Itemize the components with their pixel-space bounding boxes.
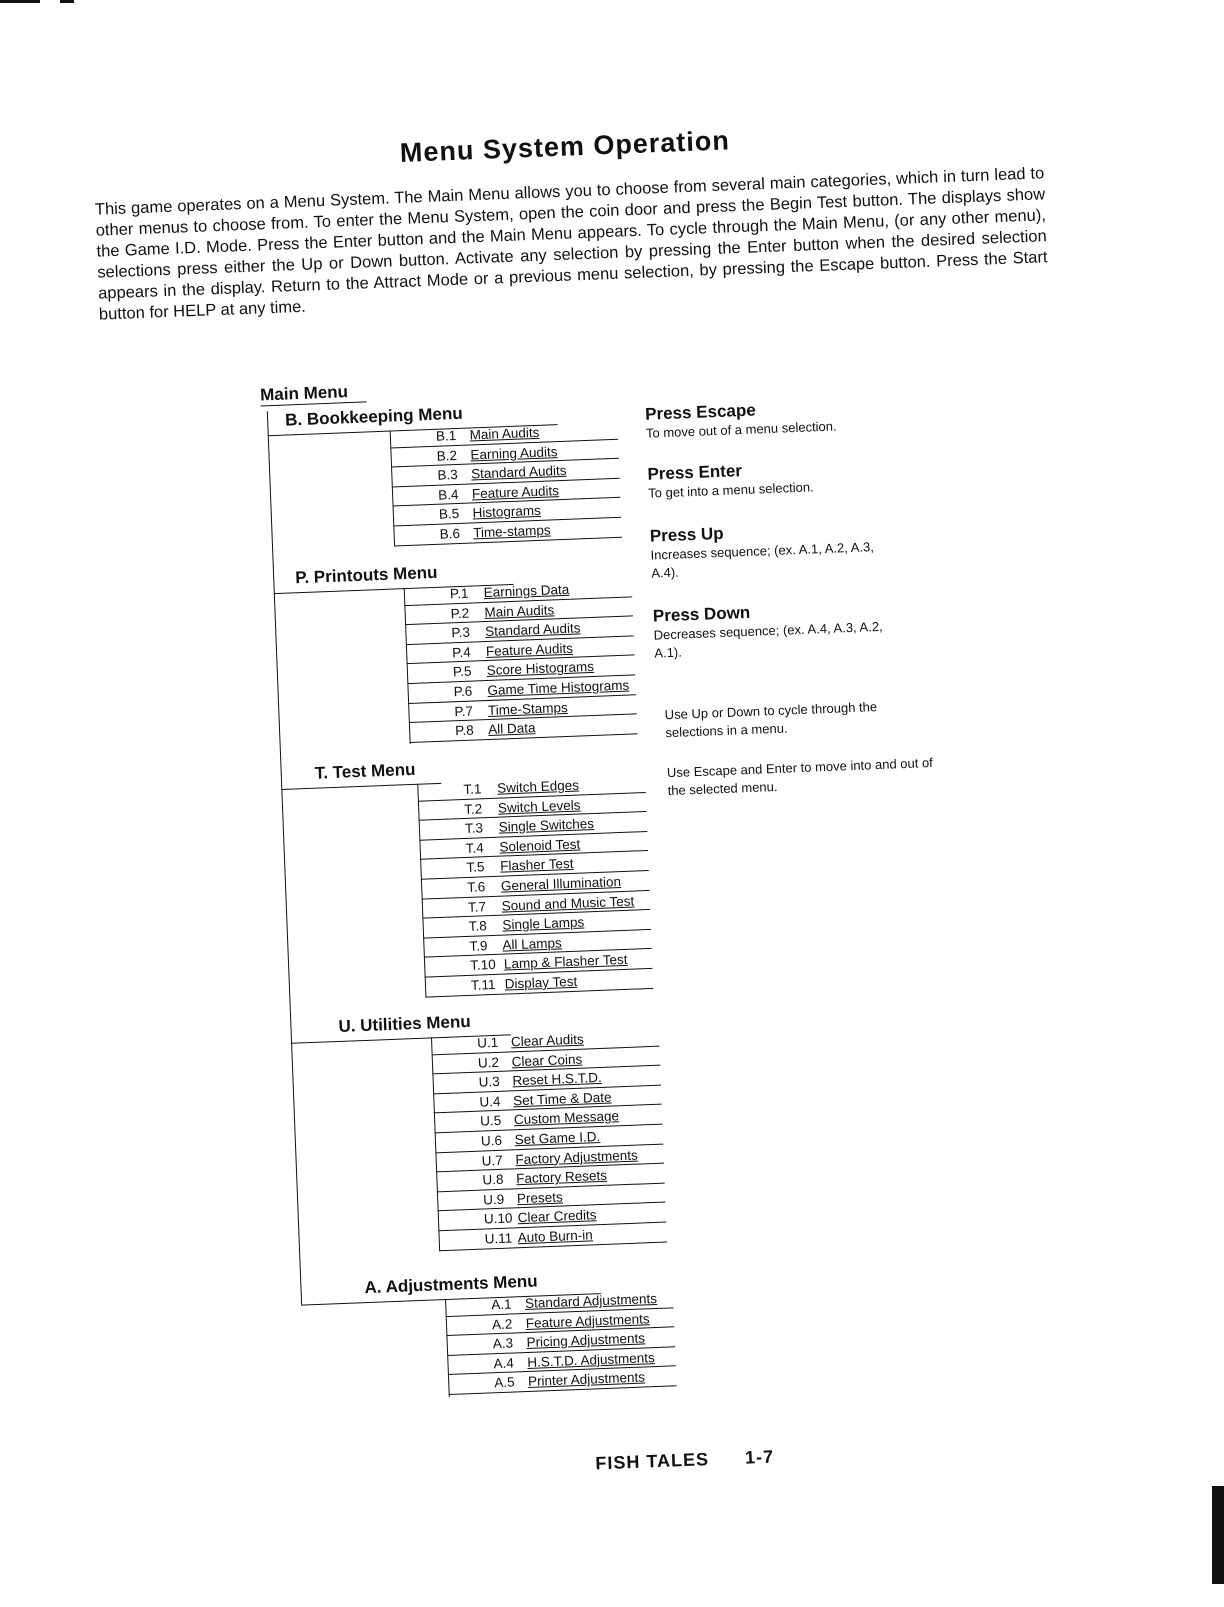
menu-item: T.3 Single Switches bbox=[419, 812, 648, 840]
help-text: Decreases sequence; (ex. A.4, A.3, A.2, A.1). bbox=[653, 618, 883, 661]
menu-item: B.3 Standard Audits bbox=[391, 459, 620, 487]
menu-item: P.2 Main Audits bbox=[404, 597, 633, 625]
menu-heading-printouts: P. Printouts Menu bbox=[294, 562, 438, 588]
help-heading: Press Down bbox=[652, 602, 751, 626]
help-up bbox=[650, 518, 882, 583]
menu-item: A.2 Feature Adjustments bbox=[446, 1308, 675, 1336]
main-menu-trunk bbox=[267, 411, 302, 1304]
menu-item: P.7 Time-Stamps bbox=[408, 695, 637, 723]
menu-item: T.7 Sound and Music Test bbox=[422, 890, 651, 918]
help-text: To move out of a menu selection. bbox=[645, 418, 837, 441]
menu-item: T.8 Single Lamps bbox=[422, 910, 651, 938]
menu-item: P.8 All Data bbox=[409, 714, 638, 742]
help-escape bbox=[645, 394, 916, 442]
menu-item: B.2 Earning Audits bbox=[390, 439, 619, 467]
menu-item: T.2 Switch Levels bbox=[418, 793, 647, 821]
page-number: 1-7 bbox=[744, 1446, 775, 1468]
menu-item: T.9 All Lamps bbox=[423, 930, 652, 958]
help-down bbox=[653, 598, 885, 663]
menu-item: P.5 Score Histograms bbox=[407, 656, 636, 684]
main-menu-label: Main Menu bbox=[260, 381, 367, 406]
menu-item: U.6 Set Game I.D. bbox=[435, 1125, 664, 1153]
menu-item: T.1 Switch Edges bbox=[417, 773, 646, 801]
menu-item: T.6 General Illumination bbox=[421, 871, 650, 899]
menu-item: U.7 Factory Adjustments bbox=[435, 1144, 664, 1172]
menu-item: T.10 Lamp & Flasher Test bbox=[424, 949, 653, 977]
menu-item: U.11 Auto Burn-in bbox=[438, 1222, 667, 1250]
menu-item: U.5 Custom Message bbox=[434, 1105, 663, 1133]
menu-heading-test: T. Test Menu bbox=[314, 759, 416, 783]
menu-items-utilities bbox=[431, 1027, 667, 1251]
menu-item: B.6 Time-stamps bbox=[393, 518, 622, 546]
help-heading: Press Up bbox=[649, 523, 724, 546]
menu-items-bookkeeping bbox=[390, 420, 622, 546]
menu-item: T.5 Flasher Test bbox=[420, 851, 649, 879]
menu-heading-utilities: U. Utilities Menu bbox=[338, 1011, 471, 1036]
menu-item: P.1 Earnings Data bbox=[404, 577, 633, 605]
menu-item: T.11 Display Test bbox=[425, 969, 654, 997]
help-enter bbox=[647, 454, 918, 502]
menu-item: T.4 Solenoid Test bbox=[419, 832, 648, 860]
intro-paragraph: This game operates on a Menu System. The Main Menu allows you to choose from several main categories, which in turn lead to other menus to choose from. To enter the Menu System, open the coin door and press the Begin Test button. The displays show the Game I.D. Mode. Press the Enter button and the Main Menu appears. To cycle through the Main Menu, (or any other menu), selections press either the Up or Down button. Activate any selection by pressing the Enter button when the desired selection appears in the display. Return to the Attract Mode or a previous menu selection, by pressing the Escape button. Press the Start button for HELP at any time. bbox=[94, 164, 1048, 324]
menu-item: P.4 Feature Audits bbox=[406, 636, 635, 664]
menu-items-printouts bbox=[404, 577, 638, 742]
note-cycle: Use Up or Down to cycle through the selections in a menu. bbox=[664, 699, 878, 741]
page-footer bbox=[595, 1447, 774, 1475]
menu-item: P.6 Game Time Histograms bbox=[407, 675, 636, 703]
scan-mark-top-left bbox=[0, 0, 40, 3]
menu-item: U.2 Clear Coins bbox=[432, 1046, 661, 1074]
menu-item: A.5 Printer Adjustments bbox=[448, 1367, 677, 1395]
menu-heading-adjustments: A. Adjustments Menu bbox=[364, 1271, 538, 1298]
scan-mark-top-left-2 bbox=[60, 0, 74, 3]
scan-mark-bottom-right bbox=[1212, 1486, 1224, 1584]
menu-heading-bookkeeping: B. Bookkeeping Menu bbox=[284, 403, 463, 430]
menu-items-adjustments bbox=[445, 1288, 677, 1395]
menu-item: A.3 Pricing Adjustments bbox=[446, 1327, 675, 1355]
menu-item: U.1 Clear Audits bbox=[431, 1027, 660, 1055]
help-heading: Press Enter bbox=[647, 461, 743, 484]
menu-item: U.9 Presets bbox=[437, 1183, 666, 1211]
menu-item: U.3 Reset H.S.T.D. bbox=[432, 1066, 661, 1094]
menu-item: B.5 Histograms bbox=[393, 498, 622, 526]
menu-item: U.8 Factory Resets bbox=[436, 1164, 665, 1192]
menu-item: U.4 Set Time & Date bbox=[433, 1085, 662, 1113]
menu-item: A.1 Standard Adjustments bbox=[445, 1288, 674, 1316]
page-title: Menu System Operation bbox=[399, 125, 731, 168]
menu-item: B.1 Main Audits bbox=[390, 420, 619, 448]
menu-items-test bbox=[417, 773, 653, 997]
menu-item: P.3 Standard Audits bbox=[405, 617, 634, 645]
menu-item: B.4 Feature Audits bbox=[392, 479, 621, 507]
help-text: Increases sequence; (ex. A.1, A.2, A.3, A.4). bbox=[650, 539, 875, 581]
menu-item: A.4 H.S.T.D. Adjustments bbox=[447, 1347, 676, 1375]
menu-item: U.10 Clear Credits bbox=[438, 1203, 667, 1231]
note-escape-enter: Use Escape and Enter to move into and out of the selected menu. bbox=[666, 754, 934, 799]
help-heading: Press Escape bbox=[644, 400, 757, 424]
help-text: To get into a menu selection. bbox=[647, 479, 814, 501]
footer-game-title: FISH TALES bbox=[595, 1449, 710, 1474]
